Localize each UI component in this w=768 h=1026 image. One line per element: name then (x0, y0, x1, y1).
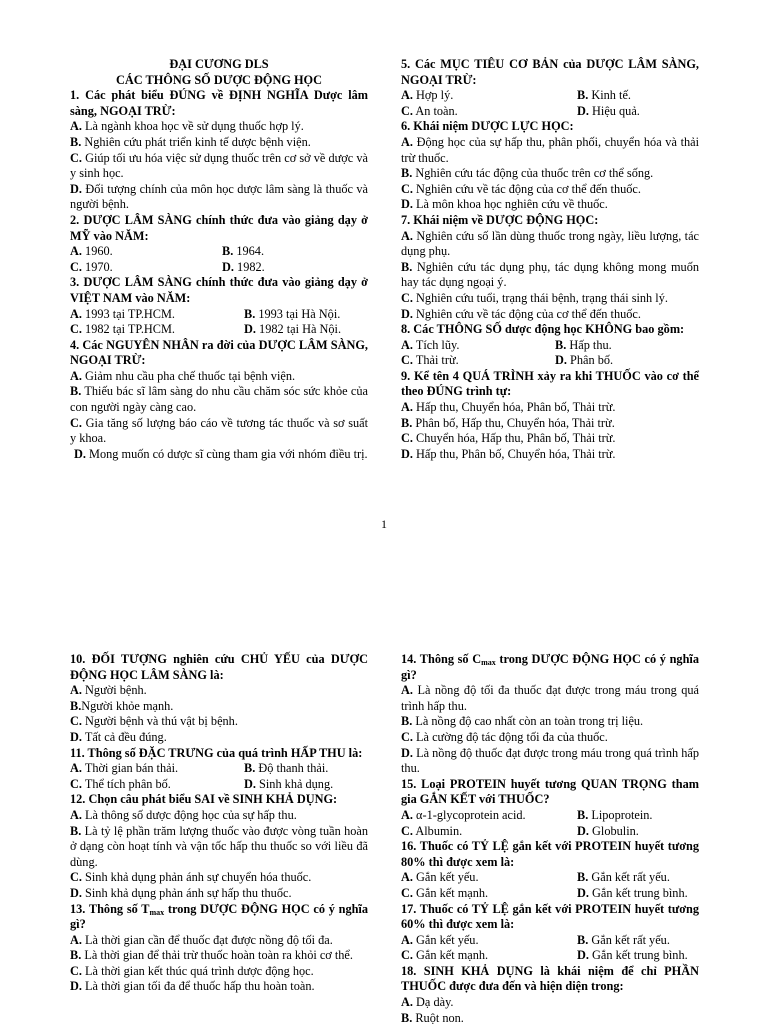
q3-options-row-2 (70, 322, 368, 338)
q13-option-b: B. Là thời gian để thải trừ thuốc hoàn toàn ra khỏi cơ thể. (70, 948, 353, 963)
q15-option-a: A. α-1-glycoprotein acid. (401, 807, 526, 822)
q2-option-d: D. 1982. (222, 259, 265, 274)
question-1: 1. Các phát biểu ĐÚNG về ĐỊNH NGHĨA Dược lâm sàng, NGOẠI TRỪ: (70, 88, 368, 118)
question-17: 17. Thuốc có TỶ LỆ gắn kết với PROTEIN huyết tương 60% thì được xem là: (401, 901, 699, 932)
q7-option-a: A. Nghiên cứu số lần dùng thuốc trong ngày, liều lượng, tác dụng phụ. (401, 228, 700, 259)
question-7: 7. Khái niệm về DƯỢC ĐỘNG HỌC: (401, 212, 599, 227)
q9-option-c: C. Chuyển hóa, Hấp thu, Phân bố, Thải trừ. (401, 431, 616, 446)
q17-options-row-2 (401, 948, 699, 964)
q2-option-b: B. 1964. (222, 244, 265, 259)
q5-option-c: C. An toàn. (401, 103, 458, 118)
q18-option-a: A. Dạ dày. (401, 995, 454, 1010)
q3-option-b: B. 1993 tại Hà Nội. (244, 306, 341, 321)
q3-option-d: D. 1982 tại Hà Nội. (244, 322, 342, 337)
q2-options-row-2 (70, 260, 368, 276)
q10-option-b: B.Người khỏe mạnh. (70, 698, 174, 713)
question-10: 10. ĐỐI TƯỢNG nghiên cứu CHỦ YẾU của DƯỢC ĐỘNG HỌC LÂM SÀNG là: (70, 652, 368, 682)
question-18: 18. SINH KHẢ DỤNG là khái niệm để chỉ PHẦN THUỐC được đưa đến và hiện diện trong: (401, 963, 699, 994)
page-number: 1 (381, 517, 387, 531)
question-15: 15. Loại PROTEIN huyết tương QUAN TRỌNG tham gia GẮN KẾT với THUỐC? (401, 776, 699, 807)
q1-option-d: D. Đối tượng chính của môn học dược lâm sàng là thuốc và người bệnh. (70, 181, 368, 212)
column-bottom-right (401, 652, 699, 1026)
q7-option-d: D. Nghiên cứu về tác động của cơ thể đến thuốc. (401, 306, 641, 321)
question-8: 8. Các THÔNG SỐ dược động học KHÔNG bao gồm: (401, 322, 685, 337)
q17-option-d: D. Gắn kết trung bình. (577, 948, 688, 963)
q5-option-b: B. Kinh tế. (577, 88, 631, 103)
q16-options-row-2 (401, 886, 699, 902)
q5-options-row-2 (401, 104, 699, 120)
q16-option-c: C. Gắn kết mạnh. (401, 885, 489, 900)
q10-option-d: D. Tất cả đều đúng. (70, 729, 167, 744)
q3-option-a: A. 1993 tại TP.HCM. (70, 306, 176, 321)
q12-option-a: A. Là thông số dược động học của sự hấp thu. (70, 807, 297, 822)
q15-options-row-1 (401, 808, 699, 824)
q4-option-d: D. Mong muốn có dược sĩ cùng tham gia với nhóm điều trị. (74, 446, 368, 461)
question-13: 13. Thông số $T_{max}$ trong DƯỢC ĐỘNG HỌC có ý nghĩa gì? (70, 901, 368, 932)
q1-option-c: C. Giúp tối ưu hóa việc sử dụng thuốc trên cơ sở về dược và y sinh học. (70, 150, 368, 181)
q9-option-d: D. Hấp thu, Phân bố, Chuyển hóa, Thải trừ. (401, 446, 616, 461)
q8-option-d: D. Phân bố. (555, 353, 614, 368)
q8-option-c: C. Thải trừ. (401, 353, 459, 368)
q14-option-b: B. Là nồng độ cao nhất còn an toàn trong trị liệu. (401, 714, 644, 729)
question-11: 11. Thông số ĐẶC TRƯNG của quá trình HẤP THU là: (70, 745, 363, 760)
q1-option-b: B. Nghiên cứu phát triển kinh tế dược bệnh viện. (70, 134, 311, 149)
q4-option-a: A. Giảm nhu cầu pha chế thuốc tại bệnh viện. (70, 368, 296, 383)
q16-option-d: D. Gắn kết trung bình. (577, 885, 688, 900)
column-top-right (401, 57, 699, 462)
q2-options-row-1 (70, 244, 368, 260)
q11-options-row-1 (70, 761, 368, 777)
question-3: 3. DƯỢC LÂM SÀNG chính thức đưa vào giảng dạy ở VIỆT NAM vào NĂM: (70, 275, 368, 305)
q11-option-a: A. Thời gian bán thải. (70, 761, 179, 776)
q16-options-row-1 (401, 870, 699, 886)
q17-option-b: B. Gắn kết rất yếu. (577, 932, 670, 947)
q14-option-d: D. Là nồng độ thuốc đạt được trong máu trong quá trình hấp thu. (401, 745, 699, 776)
q3-option-c: C. 1982 tại TP.HCM. (70, 322, 176, 337)
q3-options-row-1 (70, 307, 368, 323)
question-12: 12. Chọn câu phát biểu SAI về SINH KHẢ DỤNG: (70, 792, 338, 807)
q8-option-a: A. Tích lũy. (401, 337, 460, 352)
q9-option-a: A. Hấp thu, Chuyển hóa, Phân bố, Thải trừ. (401, 400, 616, 415)
q1-option-a: A. Là ngành khoa học về sử dụng thuốc hợp lý. (70, 119, 304, 134)
q13-option-d: D. Là thời gian tối đa để thuốc hấp thu hoàn toàn. (70, 979, 315, 994)
question-9: 9. Kể tên 4 QUÁ TRÌNH xảy ra khi THUỐC vào cơ thể theo ĐÚNG trình tự: (401, 368, 699, 399)
document-subtitle: CÁC THÔNG SỐ DƯỢC ĐỘNG HỌC (116, 72, 322, 87)
q5-option-d: D. Hiệu quả. (577, 103, 640, 118)
question-6: 6. Khái niệm DƯỢC LỰC HỌC: (401, 119, 574, 134)
q8-options-row-1 (401, 338, 699, 354)
q13-option-a: A. Là thời gian cần để thuốc đạt được nồng độ tối đa. (70, 932, 333, 947)
q17-options-row-1 (401, 933, 699, 949)
q11-option-c: C. Thể tích phân bố. (70, 776, 171, 791)
q17-option-a: A. Gắn kết yếu. (401, 932, 479, 947)
q11-option-b: B. Độ thanh thải. (244, 761, 329, 776)
question-14: 14. Thông số $C_{max}$ trong DƯỢC ĐỘNG HỌC có ý nghĩa gì? (401, 652, 699, 682)
q10-option-c: C. Người bệnh và thú vật bị bệnh. (70, 714, 238, 729)
q16-option-a: A. Gắn kết yếu. (401, 870, 479, 885)
q11-options-row-2 (70, 777, 368, 793)
question-16: 16. Thuốc có TỶ LỆ gắn kết với PROTEIN huyết tương 80% thì được xem là: (401, 839, 699, 869)
q7-option-c: C. Nghiên cứu tuổi, trạng thái bệnh, trạng thái sinh lý. (401, 290, 668, 305)
q5-option-a: A. Hợp lý. (401, 88, 454, 103)
q6-option-a: A. Động học của sự hấp thu, phân phối, chuyển hóa và thải trừ thuốc. (401, 134, 700, 165)
q9-option-b: B. Phân bố, Hấp thu, Chuyển hóa, Thải trừ. (401, 415, 615, 430)
q4-option-c: C. Gia tăng số lượng báo cáo về tương tác thuốc và sơ suất y khoa. (70, 415, 369, 446)
q10-option-a: A. Người bệnh. (70, 683, 147, 698)
column-top-left (70, 57, 368, 462)
q12-option-b: B. Là tỷ lệ phần trăm lượng thuốc vào được vòng tuần hoàn ở dạng còn hoạt tính và vận tốc hấp thu thuốc so với liều đã dùng. (70, 823, 368, 869)
q2-option-a: A. 1960. (70, 244, 113, 259)
q7-option-b: B. Nghiên cứu tác dụng phụ, tác dụng không mong muốn hay tác dụng ngoại ý. (401, 259, 700, 290)
q14-option-a: A. Là nồng độ tối đa thuốc đạt được trong máu trong quá trình hấp thu. (401, 683, 699, 713)
q15-option-d: D. Globulin. (577, 823, 639, 838)
question-2: 2. DƯỢC LÂM SÀNG chính thức đưa vào giảng dạy ở MỸ vào NĂM: (70, 212, 368, 243)
q15-option-c: C. Albumin. (401, 823, 463, 838)
q6-option-d: D. Là môn khoa học nghiên cứu về thuốc. (401, 197, 608, 212)
q12-option-c: C. Sinh khả dụng phản ánh sự chuyển hóa thuốc. (70, 870, 312, 885)
q5-options-row-1 (401, 88, 699, 104)
q15-options-row-2 (401, 824, 699, 840)
q14-option-c: C. Là cường độ tác động tối đa của thuốc. (401, 729, 608, 744)
q17-option-c: C. Gắn kết mạnh. (401, 948, 489, 963)
question-5: 5. Các MỤC TIÊU CƠ BẢN của DƯỢC LÂM SÀNG, NGOẠI TRỪ: (401, 57, 699, 87)
q13-option-c: C. Là thời gian kết thúc quá trình dược động học. (70, 963, 314, 978)
q16-option-b: B. Gắn kết rất yếu. (577, 870, 670, 885)
q4-option-b: B. Thiếu bác sĩ lâm sàng do nhu cầu chăm sóc sức khỏe của con người ngày càng cao. (70, 384, 368, 415)
q18-option-b: B. Ruột non. (401, 1010, 464, 1025)
q6-option-b: B. Nghiên cứu tác động của thuốc trên cơ thể sống. (401, 166, 654, 181)
q2-option-c: C. 1970. (70, 259, 113, 274)
question-4: 4. Các NGUYÊN NHÂN ra đời của DƯỢC LÂM SÀNG, NGOẠI TRỪ: (70, 337, 368, 368)
column-bottom-left (70, 652, 368, 995)
q11-option-d: D. Sinh khả dụng. (244, 776, 334, 791)
q8-option-b: B. Hấp thu. (555, 337, 612, 352)
document-title: ĐẠI CƯƠNG DLS (169, 57, 269, 71)
q6-option-c: C. Nghiên cứu về tác động của cơ thể đến thuốc. (401, 181, 641, 196)
q12-option-d: D. Sinh khả dụng phản ánh sự hấp thu thuốc. (70, 885, 292, 900)
q15-option-b: B. Lipoprotein. (577, 807, 653, 822)
q8-options-row-2 (401, 353, 699, 369)
